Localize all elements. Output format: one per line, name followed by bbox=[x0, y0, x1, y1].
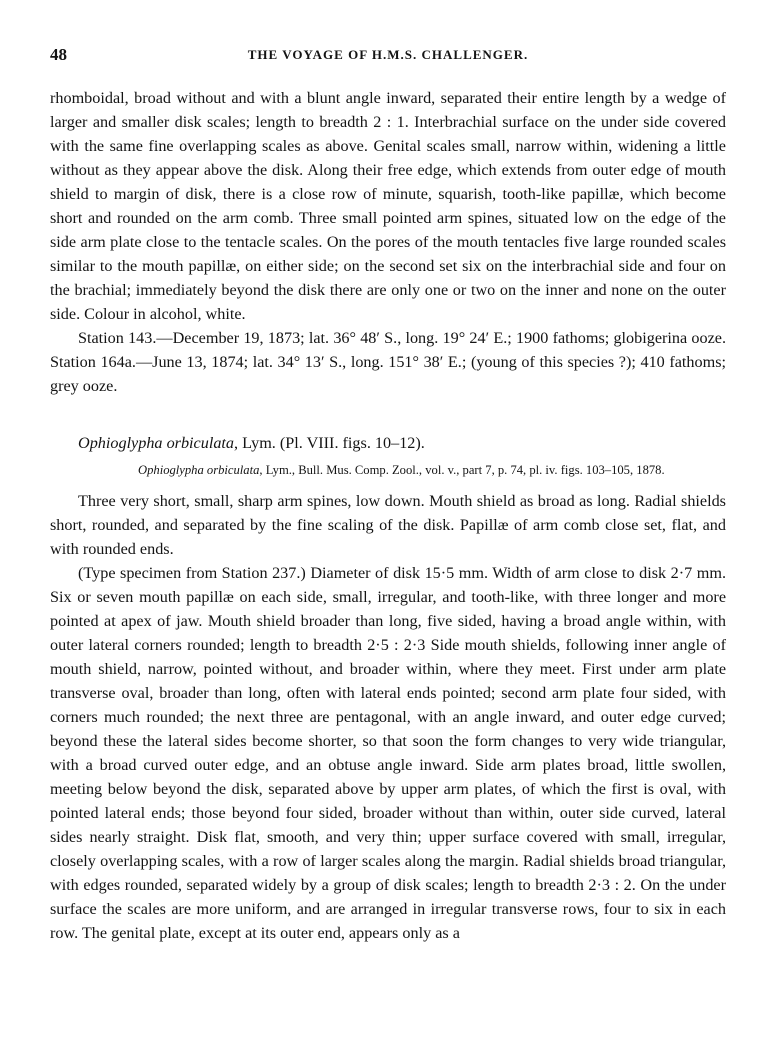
diagnosis-paragraph: Three very short, small, sharp arm spines, low down. Mouth shield as broad as long. Radial shields short, rounded, and separated by the fine scaling of the disk. Papillæ of arm comb close set, flat, and with rounded ends. bbox=[50, 492, 726, 558]
running-title: THE VOYAGE OF H.M.S. CHALLENGER. bbox=[247, 47, 529, 62]
page-header bbox=[50, 45, 726, 67]
description-continued-paragraph: rhomboidal, broad without and with a blunt angle inward, separated their entire length by a wedge of larger and smaller disk scales; length to breadth 2 : 1. Interbrachial surface on the under side covered with the same fine overlapping scales as above. Genital scales small, narrow within, widening a little without as they appear above the disk. Along their free edge, which extends from outer edge of mouth shield to margin of disk, there is a close row of minute, squarish, tooth-like papillæ, which become short and rounded on the arm comb. Three small pointed arm spines, situated low on the edge of the side arm plate close to the tentacle scales. On the pores of the mouth tentacles five large rounded scales similar to the mouth papillæ, on either side; on the second set six on the interbrachial side and four on the brachial; immediately beyond the disk there are only one or two on the inner and none on the outer side. Colour in alcohol, white. bbox=[50, 89, 726, 323]
description-paragraph: (Type specimen from Station 237.) Diameter of disk 15·5 mm. Width of arm close to disk 2·7 mm. Six or seven mouth papillæ on each side, small, irregular, and tooth-like, with three longer and more pointed at apex of jaw. Mouth shield broader than long, five sided, having a broad angle within, with outer lateral corners rounded; length to breadth 2·5 : 2·3 Side mouth shields, following inner angle of mouth shield, narrow, pointed without, and broader within, where they meet. First under arm plate transverse oval, broader than long, often with lateral ends pointed; second arm plate four sided, with corners much rounded; the next three are pentagonal, with an angle inward, and outer edge curved; beyond these the lateral sides become shorter, so that soon the form changes to very wide triangular, with a broad curved outer edge, and an obtuse angle inward. Side arm plates broad, little swollen, meeting below beyond the disk, separated above by upper arm plates, of which the first is oval, with pointed lateral ends; those beyond four sided, broader without than within, outer side curved, lateral sides nearly straight. Disk flat, smooth, and very thin; upper surface covered with small, irregular, closely overlapping scales, with a row of larger scales along the margin. Radial shields broad triangular, with edges rounded, separated widely by a group of disk scales; length to breadth 2·3 : 2. On the under surface the scales are more uniform, and are arranged in irregular transverse rows, four to six in each row. The genital plate, except at its outer end, appears only as a bbox=[50, 564, 726, 942]
page-body bbox=[50, 86, 726, 945]
species-authority: , Lym. (Pl. VIII. figs. 10–12). bbox=[234, 434, 425, 452]
species-name: Ophioglypha orbiculata bbox=[78, 434, 235, 452]
synonymy-name: Ophioglypha orbiculata bbox=[138, 463, 260, 477]
synonymy-citation: , Lym., Bull. Mus. Comp. Zool., vol. v., part 7, p. 74, pl. iv. figs. 103–105, 1878. bbox=[259, 463, 665, 477]
station-record-paragraph: Station 143.—December 19, 1873; lat. 36° 48′ S., long. 19° 24′ E.; 1900 fathoms; globigerina ooze. Station 164a.—June 13, 1874; lat. 34° 13′ S., long. 151° 38′ E.; (young of this species ?); 410 fathoms; grey ooze. bbox=[50, 329, 726, 395]
page-number: 48 bbox=[50, 45, 67, 64]
species-heading bbox=[50, 431, 726, 455]
synonymy-reference bbox=[50, 461, 726, 479]
